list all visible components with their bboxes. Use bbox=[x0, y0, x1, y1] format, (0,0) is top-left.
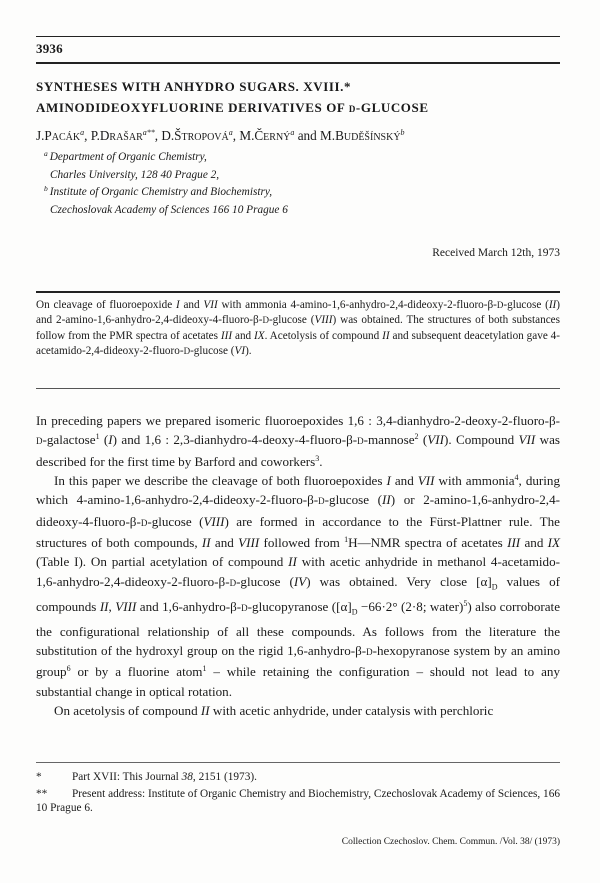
footnote-mark: * bbox=[36, 771, 42, 783]
title-text: -GLUCOSE bbox=[355, 100, 429, 115]
footnote-text: Present address: Institute of Organic Chemistry and Biochemistry, Czechoslovak Academy of Sciences, 166 10 Prague 6. bbox=[36, 787, 560, 814]
title-smallcap: D bbox=[348, 104, 356, 114]
header-bottom-rule bbox=[36, 62, 560, 64]
body-text bbox=[36, 411, 560, 720]
header-top-rule bbox=[36, 36, 560, 37]
author: M.ČERNÝ$^a$ bbox=[239, 128, 295, 143]
footnote-mark: ** bbox=[36, 787, 48, 800]
title-text: SYNTHESES WITH ANHYDRO SUGARS. XVIII.* bbox=[36, 79, 352, 94]
footnote bbox=[36, 770, 560, 785]
received-date: Received March 12th, 1973 bbox=[432, 247, 560, 259]
affiliation-line: $^b$ Institute of Organic Chemistry and Biochemistry, bbox=[44, 184, 273, 198]
footnote-text: Part XVII: This Journal 38, 2151 (1973). bbox=[72, 771, 257, 783]
body-paragraph: In this paper we describe the cleavage of both fluoroepoxides I and VII with ammonia$^4$, during which 4-amino-1,6-anhydro-2,4-dideoxy-2-fluoro-β-D-glucose (II) or 2-amino-1,6-anhydro-2,4-dideoxy-4-fluoro-β-D-glucose (VIII) are formed in accordance to the Fürst-Plattner rule. The structures of both compounds, II and VIII followed from $^1$H—NMR spectra of acetates III and IX (Table I). On partial acetylation of compound II with acetic anhydride in methanol 4-acetamido-1,6-anhydro-2,4-dideoxy-2-fluoro-β-D-glucose (IV) was obtained. Very close $[\alpha]_D$ values of compounds II, VIII and 1,6-anhydro-β-D-glucopyranose ($[\alpha]_D -66\cdot 2^\circ$ (2·8; water)$^5$) also corroborate the configurational relationship of all these compounds. As follows from the literature the substitution of the hydroxyl group on the rigid 1,6-anhydro-β-D-hexopyranose system by an amino group$^6$ or by a fluorine atom$^1$ – while retaining the configuration – should not lead to any substantial change in optical rotation. bbox=[36, 473, 561, 699]
body-paragraph: On acetolysis of compound II with acetic anhydride, under catalysis with perchloric bbox=[54, 703, 494, 719]
article-title-line-2 bbox=[36, 100, 429, 116]
author: $P.DRAŠAR^{a**}$ bbox=[90, 128, 155, 143]
title-text: AMINODIDEOXYFLUORINE DERIVATIVES OF bbox=[36, 100, 349, 115]
journal-footer: Collection Czechoslov. Chem. Commun. /Vol. 38/ (1973) bbox=[341, 837, 560, 847]
body-paragraph: In preceding papers we prepared isomeric fluoroepoxides 1,6 : 3,4-dianhydro-2-deoxy-2-fluoro-β-D-galactose$^1$ (I) and 1,6 : 2,3-dianhydro-4-deoxy-4-fluoro-β-D-mannose$^2$ (VII). Compound VII was described for the first time by Barford and coworkers$^3$. bbox=[36, 413, 560, 469]
abstract: On cleavage of fluoroepoxide I and VII with ammonia 4-amino-1,6-anhydro-2,4-dideoxy-2-fluoro-β-D-glucose (II) and 2-amino-1,6-anhydro-2,4-dideoxy-4-fluoro-β-D-glucose (VIII) was obtained. The structures of both substances follow from the PMR spectra of acetates III and IX. Acetolysis of compound II and subsequent deacetylation gave 4-acetamido-2,4-dideoxy-2-fluoro-D-glucose (VI). bbox=[36, 299, 560, 357]
author: D.ŠTROPOVÁ$^a$ bbox=[161, 128, 233, 143]
affiliation-line: Charles University, 128 40 Prague 2, bbox=[50, 168, 220, 181]
author: M.BUDĚŠÍNSKÝ$^b$ bbox=[320, 128, 405, 143]
abstract-bottom-rule bbox=[36, 388, 560, 389]
affiliation-line: $^a$ Department of Organic Chemistry, bbox=[44, 149, 207, 163]
author: J.PACÁK$^a$ bbox=[36, 128, 85, 143]
author-list: J.PACÁK$^a$, $P.DRAŠAR^{a**}$, D.ŠTROPOVÁ$^a$, M.ČERNÝ$^a$ and M.BUDĚŠÍNSKÝ$^b$ bbox=[36, 128, 405, 143]
footnotes bbox=[36, 770, 560, 816]
affiliations bbox=[44, 149, 288, 219]
affiliation-line: Czechoslovak Academy of Sciences 166 10 Prague 6 bbox=[50, 203, 288, 216]
footnote bbox=[36, 787, 560, 816]
footnote-rule bbox=[36, 762, 560, 763]
article-title-line-1 bbox=[36, 79, 351, 95]
abstract-top-rule bbox=[36, 291, 560, 293]
page-number: 3936 bbox=[36, 41, 63, 56]
